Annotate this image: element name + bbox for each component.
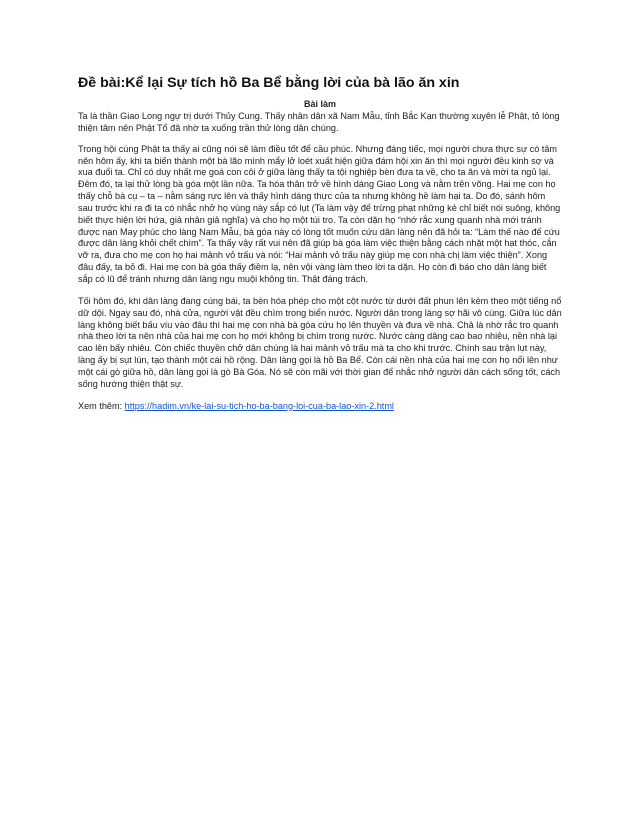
see-more-link[interactable]: https://hadim.vn/ke-lai-su-tich-ho-ba-bang-loi-cua-ba-lao-xin-2.html — [124, 400, 394, 411]
paragraph-1: Ta là thần Giao Long ngự trị dưới Thủy Cung. Thấy nhân dân xã Nam Mẫu, tỉnh Bắc Kạn thường xuyên lễ Phật, tỏ lòng thiện tâm nên Phật Tổ đã nhờ ta xuống trần thử lòng dân chúng. — [78, 111, 560, 133]
paragraph-3: Tối hôm đó, khi dân làng đang cúng bái, ta bèn hóa phép cho một cột nước từ dưới đất phun lên kèm theo một tiếng nổ dữ dội. Ngay sau đó, nhà cửa, người vật đều chìm trong biển nước. Người dân trong làng sợ hãi vô cùng. Giữa lúc dân làng không biết bấu víu vào đâu thì hai mẹ con nhà bà góa cứu họ lên thuyền và đưa về nhà. Chả là nhờ rắc tro quanh nhà theo lời ta nên nhà của hai mẹ con họ mới không bị chìm trong nước. Nước càng dâng cao bao nhiêu, nền nhà lại cao lên bấy nhiêu. Còn chiếc thuyền chở dân chúng là hai mảnh vỏ trấu mà ta cho khi trước. Chính sau trận lụt này, làng ấy bị sụt lún, tạo thành một cái hồ rộng. Dân làng gọi là hồ Ba Bể. Còn cái nền nhà của hai mẹ con họ nổi lên như một cái gò giữa hồ, dân làng gọi là gò Bà Góa. Nó sẽ còn mãi với thời gian để nhắc nhở người dân cách sống tốt, cách sống hướng thiện thật sự. — [78, 295, 562, 389]
paragraph-2: Trong hội cúng Phật ta thấy ai cũng nói sẽ làm điều tốt để cầu phúc. Nhưng đáng tiếc, mọi người chưa thực sự có tâm nên hôm ấy, khi ta biến thành một bà lão mình mẩy lở loét xuất hiện giữa đám hội xin ăn thì mọi người đều kinh sợ và xua đuổi ta. Chỉ có duy nhất mẹ goá con côi ở giữa làng thấy ta tội nghiệp bèn đưa ta về, cho ta ăn và mời ta ngủ lại. Đêm đó, ta lại thử lòng bà góa một lần nữa. Ta hóa thân trở về hình dáng Giao Long và nằm trên võng. Hai mẹ con họ thấy chỗ bà cụ – ta – nằm sáng rực lên và thấy hình dáng thực của ta nhưng không hề làm hại ta. Do đó, sánh hôm sau trước khi ra đi ta có nhắc nhở họ vùng này sắp có lụt (Ta làm vậy để trừng phạt những kẻ chỉ biết nói suông, không biết thực hiện lời hứa, giả nhân giả nghĩa) và cho họ một túi tro. Ta còn dặn họ “nhớ rắc xung quanh nhà mới tránh được nạn May phúc cho làng Nam Mẫu, bà góa này có lòng tốt muốn cứu dân làng nên đã hỏi ta: “Làm thế nào để cứu được dân làng khỏi chết chìm”. Ta thấy vậy rất vui nên đã giúp bà góa làm việc thiện bằng cách nhặt một hạt thóc, cắn vỡ ra, đưa cho mẹ con họ hai mảnh vỏ trấu và nói: “Hai mảnh vỏ trấu này giúp mẹ con nhà chị làm việc thiện”. Xong đâu đấy, ta bỏ đi. Hai mẹ con bà góa thấy điềm lạ, nên vội vàng làm theo lời ta dặn. Họ còn đi báo cho dân làng biết sắp có lũ để tránh nhưng dân làng ngu muội không tin. Thật đáng trách. — [78, 143, 561, 284]
see-more-label: Xem thêm: — [78, 400, 125, 411]
document-page — [78, 74, 562, 412]
document-title: Đề bài:Kể lại Sự tích hồ Ba Bể bằng lời của bà lão ăn xin — [78, 75, 460, 91]
document-subtitle: Bài làm — [303, 99, 336, 109]
see-more-line — [78, 401, 562, 413]
